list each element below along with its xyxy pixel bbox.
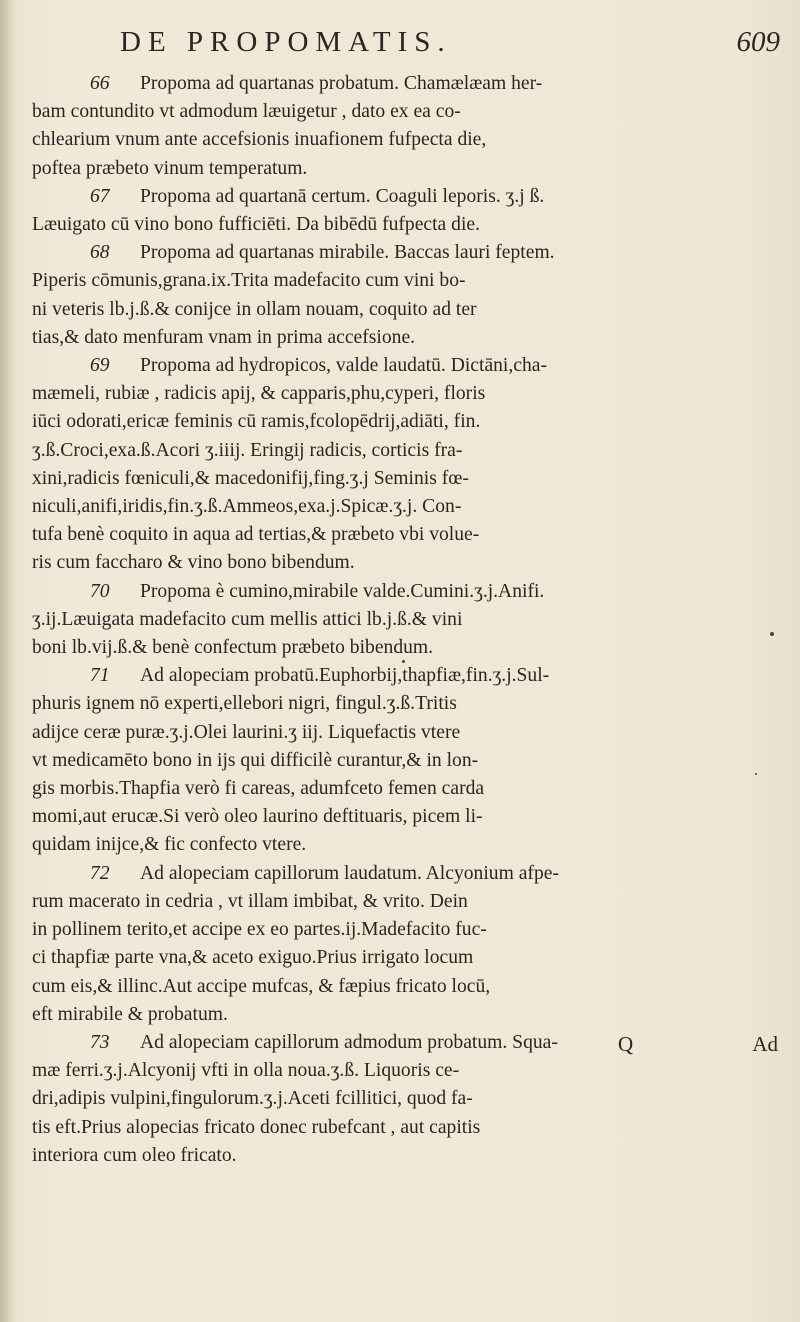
text-line: phuris ignem nō experti,ellebori nigri, fingul.ʒ.ß.Tritis <box>32 693 457 715</box>
text-line: gis morbis.Thapfia verò fi careas, adumfceto femen carda <box>32 778 485 800</box>
entry-text: Propoma ad quartanas probatum. Chamælæam her- <box>140 73 543 94</box>
entry-number: 73 <box>90 1031 110 1053</box>
text-line: adijce ceræ puræ.ʒ.j.Olei laurini.ʒ iij. Liquefactis vtere <box>32 721 461 743</box>
entry-68 <box>32 239 772 352</box>
text-line: poftea præbeto vinum temperatum. <box>32 157 308 179</box>
entry-text: Propoma è cumino,mirabile valde.Cumini.ʒ.j.Anifi. <box>140 580 545 602</box>
page-footer <box>618 1032 778 1062</box>
entry-text: Ad alopeciam capillorum admodum probatum. Squa- <box>140 1031 558 1053</box>
text-line: xini,radicis fœniculi,& macedonifij,fing.ʒ.j Seminis fœ- <box>32 467 469 489</box>
text-line: Læuigato cū vino bono fufficiēti. Da bibēdū fufpecta die. <box>32 214 480 236</box>
entry-number: 72 <box>90 862 110 884</box>
entry-number: 71 <box>90 665 110 687</box>
signature-mark: Q <box>618 1032 634 1056</box>
ink-speck <box>755 773 757 775</box>
catchword: Ad <box>752 1032 778 1056</box>
entry-number: 70 <box>90 580 110 602</box>
entry-text: Ad alopeciam capillorum laudatum. Alcyonium afpe- <box>140 862 559 884</box>
text-line: ʒ.ß.Croci,exa.ß.Acori ʒ.iiij. Eringij radicis, corticis fra- <box>32 439 463 461</box>
entry-71 <box>32 662 772 859</box>
text-line: chlearium vnum ante accefsionis inuafionem fufpecta die, <box>32 129 487 151</box>
text-line: tias,& dato menfuram vnam in prima accefsione. <box>32 326 416 348</box>
text-line: in pollinem terito,et accipe ex eo partes.ij.Madefacito fuc- <box>32 919 487 941</box>
entry-67 <box>32 183 772 239</box>
page-number: 609 <box>736 26 780 58</box>
entry-66 <box>32 70 772 183</box>
text-line <box>86 662 772 690</box>
text-line <box>86 578 772 606</box>
body-text <box>32 70 772 1170</box>
entry-69 <box>32 352 772 578</box>
entry-number: 66 <box>90 73 110 94</box>
text-line: bam contundito vt admodum læuigetur , dato ex ea co- <box>32 101 461 123</box>
text-line: cum eis,& illinc.Aut accipe mufcas, & fæpius fricato locū, <box>32 975 491 997</box>
text-line: momi,aut erucæ.Si verò oleo laurino deftituaris, picem li- <box>32 806 483 828</box>
entry-text: Propoma ad quartanas mirabile. Baccas lauri feptem. <box>140 242 555 264</box>
text-line: ni veteris lb.j.ß.& conijce in ollam nouam, coquito ad ter <box>32 298 477 320</box>
entry-number: 69 <box>90 355 110 377</box>
page-header <box>120 26 780 70</box>
ink-speck <box>402 660 405 663</box>
text-line: dri,adipis vulpini,fingulorum.ʒ.j.Aceti fcillitici, quod fa- <box>32 1088 473 1110</box>
entry-number: 67 <box>90 185 110 207</box>
entry-text: Ad alopeciam probatū.Euphorbij,thapfiæ,fin.ʒ.j.Sul- <box>140 665 550 687</box>
entry-text: Propoma ad hydropicos, valde laudatū. Dictāni,cha- <box>140 355 547 377</box>
text-line: niculi,anifi,iridis,fin.ʒ.ß.Ammeos,exa.j.Spicæ.ʒ.j. Con- <box>32 496 462 518</box>
text-line: interiora cum oleo fricato. <box>32 1144 237 1166</box>
text-line <box>86 70 772 98</box>
entry-72 <box>32 860 772 1029</box>
gutter-shadow <box>0 0 14 1322</box>
text-line: rum macerato in cedria , vt illam imbibat, & vrito. Dein <box>32 890 468 912</box>
text-line <box>86 352 772 380</box>
entry-number: 68 <box>90 242 110 264</box>
text-line <box>86 183 772 211</box>
text-line <box>86 239 772 267</box>
text-line: quidam inijce,& fic confecto vtere. <box>32 834 307 856</box>
running-title: DE PROPOMATIS. <box>120 26 452 58</box>
text-line: Piperis cōmunis,grana.ix.Trita madefacito cum vini bo- <box>32 270 466 292</box>
entry-text: Propoma ad quartanā certum. Coaguli leporis. ʒ.j ß. <box>140 185 545 207</box>
ink-speck <box>770 632 774 636</box>
text-line: ris cum faccharo & vino bono bibendum. <box>32 552 355 574</box>
text-line: iūci odorati,ericæ feminis cū ramis,fcolopēdrij,adiāti, fin. <box>32 411 481 433</box>
text-line: ci thapfiæ parte vna,& aceto exiguo.Prius irrigato locum <box>32 947 474 969</box>
text-line: mæmeli, rubiæ , radicis apij, & capparis,phu,cyperi, floris <box>32 383 486 405</box>
text-line: tufa benè coquito in aqua ad tertias,& præbeto vbi volue- <box>32 524 480 546</box>
text-line: ʒ.ij.Læuigata madefacito cum mellis attici lb.j.ß.& vini <box>32 608 463 630</box>
text-line: eft mirabile & probatum. <box>32 1003 228 1025</box>
text-line <box>86 860 772 888</box>
text-line: vt medicamēto bono in ijs qui difficilè curantur,& in lon- <box>32 749 479 771</box>
text-line: tis eft.Prius alopecias fricato donec rubefcant , aut capitis <box>32 1116 481 1138</box>
entry-70 <box>32 578 772 663</box>
text-line: mæ ferri.ʒ.j.Alcyonij vfti in olla noua.ʒ.ß. Liquoris ce- <box>32 1060 460 1082</box>
text-line: boni lb.vij.ß.& benè confectum præbeto bibendum. <box>32 637 434 659</box>
